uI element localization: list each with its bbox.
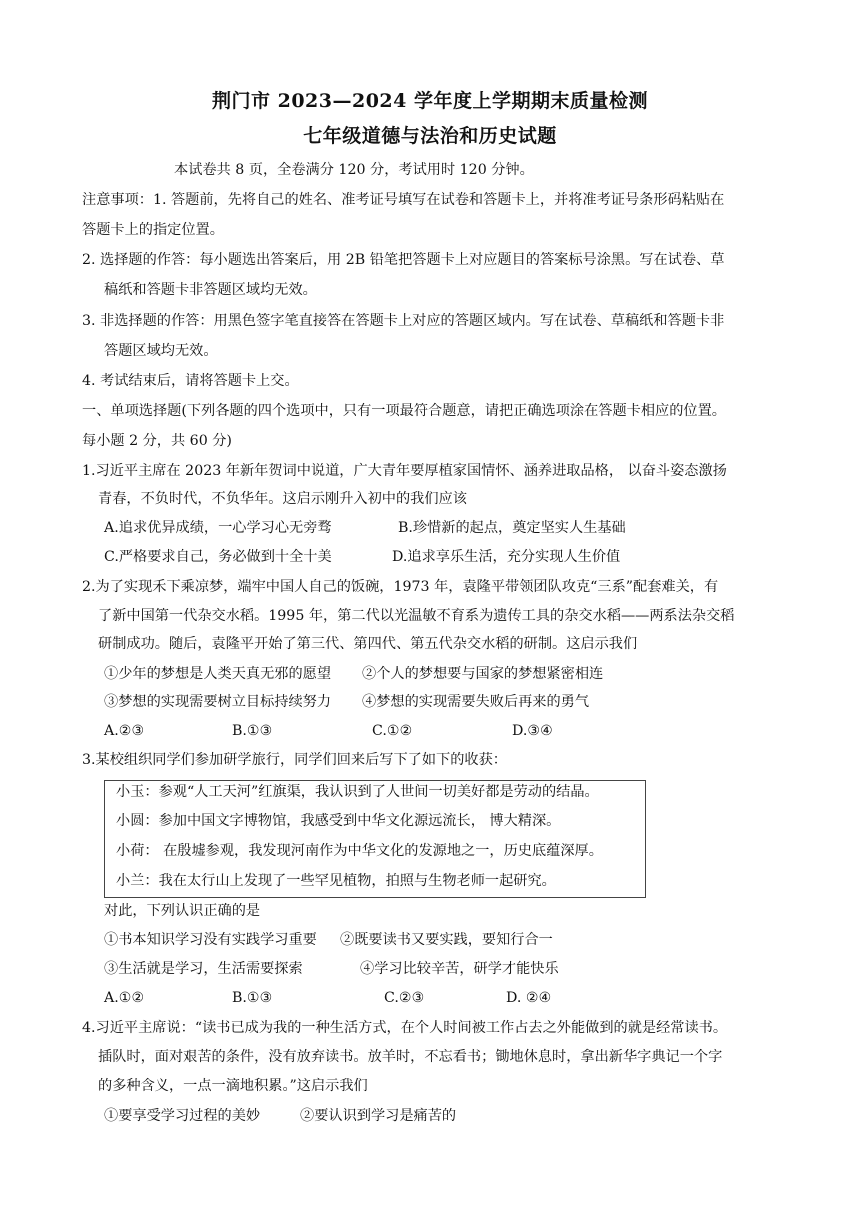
q3-box-line-1: 小玉：参观“人工天河”红旗渠，我认识到了人世间一切美好都是劳动的结晶。 xyxy=(116,784,599,800)
q2-item-4: ④梦想的实现需要失败后再来的勇气 xyxy=(362,694,590,710)
note-2-line-1: 2. 选择题的作答：每小题选出答案后，用 2B 铅笔把答题卡上对应题目的答案标号涂黑。写在试卷、草 xyxy=(82,252,725,268)
q3-option-d: D. ②④ xyxy=(506,990,552,1006)
q2-stem-line-3: 研制成功。随后，袁隆平开始了第三代、第四代、第五代杂交水稻的研制。这启示我们 xyxy=(98,636,638,652)
note-2-line-2: 稿纸和答题卡非答题区域均无效。 xyxy=(104,282,317,298)
q2-option-a: A.②③ xyxy=(104,723,145,739)
q1-stem-line-2: 青春，不负时代，不负华年。这启示刚升入初中的我们应该 xyxy=(98,491,467,507)
q3-option-c: C.②③ xyxy=(384,990,425,1006)
section-heading-line-1: 一、单项选择题(下列各题的四个选项中，只有一项最符合题意，请把正确选项涂在答题卡相应的位置。 xyxy=(82,403,726,419)
q3-item-2: ②既要读书又要实践，要知行合一 xyxy=(340,932,553,948)
q2-option-c: C.①② xyxy=(372,723,413,739)
q4-stem-line-2: 插队时，面对艰苦的条件，没有放弃读书。放羊时，不忘看书；锄地休息时，拿出新华字典记一个字 xyxy=(98,1049,723,1065)
section-heading-line-2: 每小题 2 分，共 60 分) xyxy=(82,433,232,449)
q3-question: 对此，下列认识正确的是 xyxy=(104,903,261,919)
q2-option-d: D.③④ xyxy=(512,723,553,739)
note-3-line-2: 答题区域均无效。 xyxy=(104,343,218,359)
q3-stem: 3.某校组织同学们参加研学旅行，同学们回来后写下了如下的收获： xyxy=(82,752,507,768)
q3-item-1: ①书本知识学习没有实践学习重要 xyxy=(104,932,317,948)
q1-option-c: C.严格要求自己，务必做到十全十美 xyxy=(104,549,332,565)
q2-item-2: ②个人的梦想要与国家的梦想紧密相连 xyxy=(362,666,604,682)
q3-box-line-4: 小兰：我在太行山上发现了一些罕见植物，拍照与生物老师一起研究。 xyxy=(116,873,556,889)
q2-item-3: ③梦想的实现需要树立目标持续努力 xyxy=(104,694,332,710)
q1-option-d: D.追求享乐生活，充分实现人生价值 xyxy=(392,549,621,565)
q2-stem-line-2: 了新中国第一代杂交水稻。1995 年，第二代以光温敏不育系为遗传工具的杂交水稻——两系法杂交稻 xyxy=(98,608,735,624)
exam-info: 本试卷共 8 页，全卷满分 120 分，考试用时 120 分钟。 xyxy=(174,162,534,178)
q2-option-b: B.①③ xyxy=(232,723,273,739)
note-1-line-2: 答题卡上的指定位置。 xyxy=(82,222,224,238)
exam-subtitle: 七年级道德与法治和历史试题 xyxy=(303,125,557,147)
note-3-line-1: 3. 非选择题的作答：用黑色签字笔直接答在答题卡上对应的答题区域内。写在试卷、草稿纸和答题卡非 xyxy=(82,313,725,329)
q3-item-3: ③生活就是学习，生活需要探索 xyxy=(104,961,303,977)
q3-option-b: B.①③ xyxy=(232,990,273,1006)
exam-title: 荆门市 2023—2024 学年度上学期期末质量检测 xyxy=(212,90,648,112)
q1-stem-line-1: 1.习近平主席在 2023 年新年贺词中说道，广大青年要厚植家国情怀、涵养进取品格， 以奋斗姿态激扬 xyxy=(82,463,727,479)
note-4: 4. 考试结束后，请将答题卡上交。 xyxy=(82,373,299,389)
q3-box-line-2: 小圆：参加中国文字博物馆，我感受到中华文化源远流长， 博大精深。 xyxy=(116,813,561,829)
q4-stem-line-3: 的多种含义，一点一滴地积累。”这启示我们 xyxy=(98,1078,368,1094)
q4-stem-line-1: 4.习近平主席说：“读书已成为我的一种生活方式，在个人时间被工作占去之外能做到的就是经常读书。 xyxy=(82,1020,728,1036)
q4-item-2: ②要认识到学习是痛苦的 xyxy=(300,1108,457,1124)
q2-item-1: ①少年的梦想是人类天真无邪的愿望 xyxy=(104,666,332,682)
q1-option-b: B.珍惜新的起点，奠定坚实人生基础 xyxy=(398,520,626,536)
q2-stem-line-1: 2.为了实现禾下乘凉梦，端牢中国人自己的饭碗，1973 年，袁隆平带领团队攻克“三系”配套难关，有 xyxy=(82,579,719,595)
q4-item-1: ①要享受学习过程的美妙 xyxy=(104,1108,261,1124)
q1-option-a: A.追求优异成绩，一心学习心无旁骛 xyxy=(104,520,332,536)
q3-box-line-3: 小荷： 在殷墟参观，我发现河南作为中华文化的发源地之一，历史底蕴深厚。 xyxy=(116,843,603,859)
q3-option-a: A.①② xyxy=(104,990,145,1006)
note-1-line-1: 注意事项：1. 答题前，先将自己的姓名、准考证号填写在试卷和答题卡上，并将准考证号条形码粘贴在 xyxy=(82,192,725,208)
q3-item-4: ④学习比较辛苦，研学才能快乐 xyxy=(360,961,559,977)
